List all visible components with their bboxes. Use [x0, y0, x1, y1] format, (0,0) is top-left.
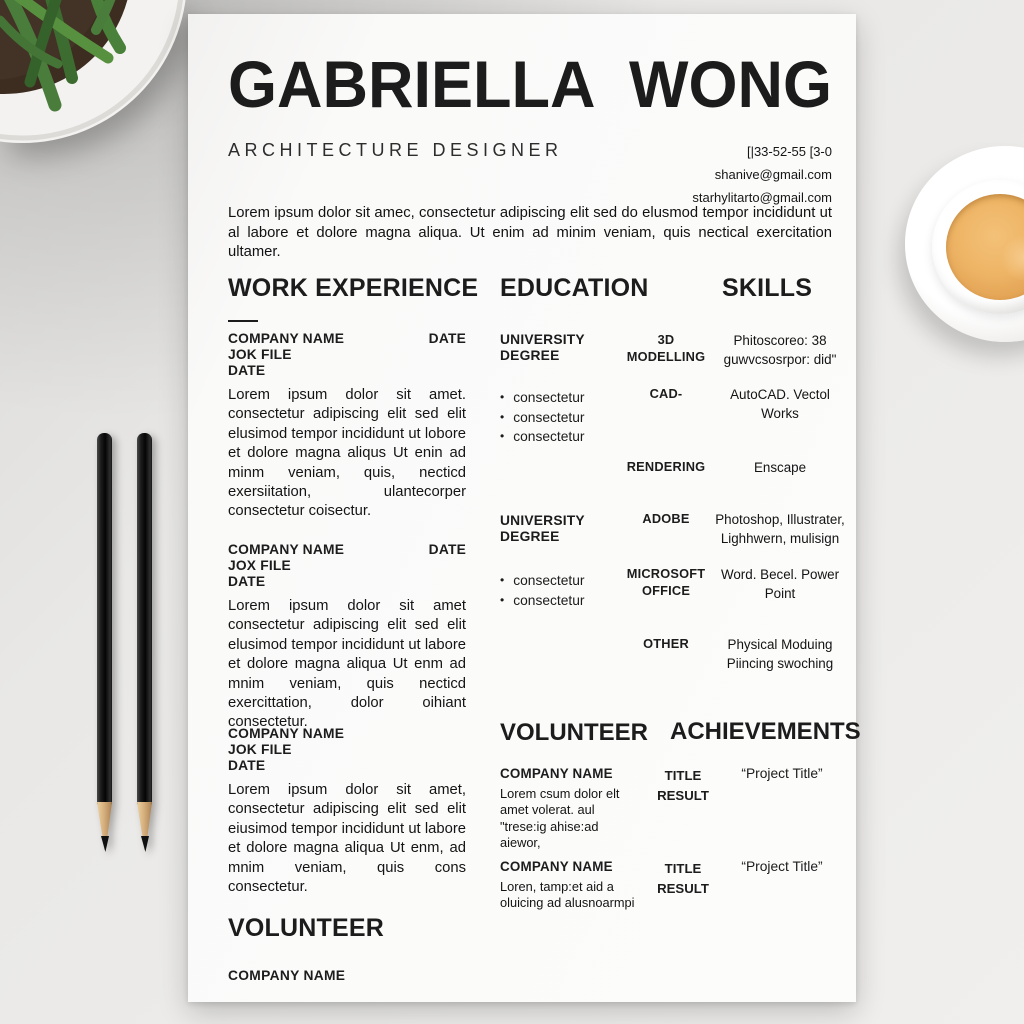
volunteer-entry [500, 859, 836, 912]
volunteer-title-result: TITLE RESULT [657, 768, 709, 804]
list-item: • consectetur [500, 591, 650, 611]
skill-row [618, 566, 846, 603]
bullet-icon: • [500, 409, 505, 424]
volunteer-description: Loren, tamp:et aid a oluicing ad alusnoarmpi [500, 879, 635, 911]
bullet-icon: • [500, 573, 505, 587]
job-date: DATE [228, 574, 266, 589]
section-title-volunteer: VOLUNTEER [500, 719, 649, 746]
skill-label: OTHER [643, 636, 689, 651]
list-item: • consectetur [500, 571, 650, 591]
pencil-icon [97, 433, 112, 852]
resume-paper [188, 14, 861, 1002]
skill-value: Enscape [753, 460, 807, 475]
job-entry [228, 726, 466, 897]
job-entry [228, 542, 466, 733]
section-title-volunteer-bottom: VOLUNTEER [228, 914, 384, 942]
job-title: ARCHITECTURE DESIGNER [228, 140, 563, 160]
list-item: • consectetur [500, 427, 650, 447]
volunteer-entry [500, 766, 836, 851]
bullet-icon: • [500, 429, 505, 444]
email-secondary: starhylitarto@gmail.com [692, 190, 832, 206]
job-date: DATE [228, 363, 266, 378]
skill-row [618, 511, 846, 548]
skill-row [618, 332, 846, 369]
divider [228, 320, 258, 322]
skill-value: AutoCAD. Vectol Works [730, 387, 830, 421]
contact-block [488, 140, 832, 209]
degree-name: DEGREE [500, 529, 560, 544]
section-title-achievements: ACHIEVEMENTS [670, 718, 861, 745]
phone-number: [|33-52-55 [3-0 [746, 144, 832, 159]
company-name: COMPANY NAME [228, 726, 345, 741]
skill-value: Photoshop, Illustrater, Lighhwern, mulisign [715, 512, 845, 546]
section-title-skills: SKILLS [722, 274, 813, 302]
summary-paragraph: Lorem ipsum dolor sit amec, consectetur adipiscing elit sed do elusmod tempor incididunt ut al labore et dolore magna aliqua. Ut enim ad minim veniam, quis nectical exercitation ultamer. [228, 205, 832, 261]
list-item: • consectetur [500, 388, 650, 408]
degree-name: DEGREE [500, 348, 560, 363]
university-name: UNIVERSITY [500, 332, 585, 347]
bullet-icon: • [500, 592, 505, 607]
skill-value: Phitoscoreo: 38 guwvcsosrpor: did" [723, 333, 837, 367]
job-date: DATE [428, 542, 466, 557]
company-name: COMPANY NAME [228, 542, 345, 557]
company-name: COMPANY NAME [228, 968, 346, 983]
company-name: COMPANY NAME [228, 331, 345, 346]
pencil-icon [137, 433, 152, 852]
project-title: “Project Title” [741, 859, 823, 874]
section-title-education: EDUCATION [500, 274, 649, 302]
skill-row [618, 636, 846, 673]
job-date: DATE [428, 331, 466, 346]
volunteer-description: Lorem csum dolor elt amet volerat. aul "trese:ig ahise:ad aiewor, [500, 786, 620, 850]
skill-label: RENDERING [626, 459, 706, 474]
project-title: “Project Title” [741, 766, 823, 781]
job-description: Lorem ipsum dolor sit amet. consectetur adipiscing elit sed elit elusimod tempor incididunt ut lobore et dolore magna aliqus Ut enin ad minm veniam, quis, necticd exersiitation, ulantecorper consectetur coisectur. [228, 387, 466, 520]
page-title [228, 48, 832, 122]
university-name: UNIVERSITY [500, 513, 585, 528]
job-role: JOX FILE [228, 558, 291, 573]
skill-value: Physical Moduing Piincing swoching [726, 637, 834, 671]
skill-label: MICROSOFT OFFICE [626, 566, 706, 598]
company-name: COMPANY NAME [500, 859, 613, 874]
job-role: JOK FILE [228, 742, 292, 757]
section-title-work-experience: WORK EXPERIENCE [228, 274, 479, 302]
email-primary: shanive@gmail.com [714, 167, 832, 183]
skill-label: CAD- [649, 386, 683, 401]
company-name: COMPANY NAME [500, 766, 613, 781]
plant-pot [0, 0, 190, 150]
skill-label: 3D MODELLING [626, 332, 706, 364]
volunteer-title-result: TITLE RESULT [657, 861, 709, 897]
skill-row [618, 459, 846, 478]
job-role: JOK FILE [228, 347, 292, 362]
job-entry [228, 331, 466, 522]
first-name: GABRIELLA [228, 48, 596, 122]
skill-label: ADOBE [642, 511, 690, 526]
skill-row [618, 386, 846, 423]
job-date: DATE [228, 758, 266, 773]
bullet-icon: • [500, 390, 505, 404]
job-description: Lorem ipsum dolor sit amet consectetur adipiscing elit sed elit elusimod tempor incididunt ut labore et dolore magna aliqua Ut enm ad mnim veniam, quis necticd exercittation, dolor oihiant consectetur. [228, 598, 466, 731]
job-description: Lorem ipsum dolor sit amet, consectetur adipiscing elit sed elit eiusimod tempor incididunt ut labore et dolore magna aliqua Ut enm, ad mnim veniam, quis cons consectetur. [228, 782, 466, 895]
last-name: WONG [629, 48, 832, 122]
skill-value: Word. Becel. Power Point [720, 567, 840, 601]
list-item: • consectetur [500, 408, 650, 428]
